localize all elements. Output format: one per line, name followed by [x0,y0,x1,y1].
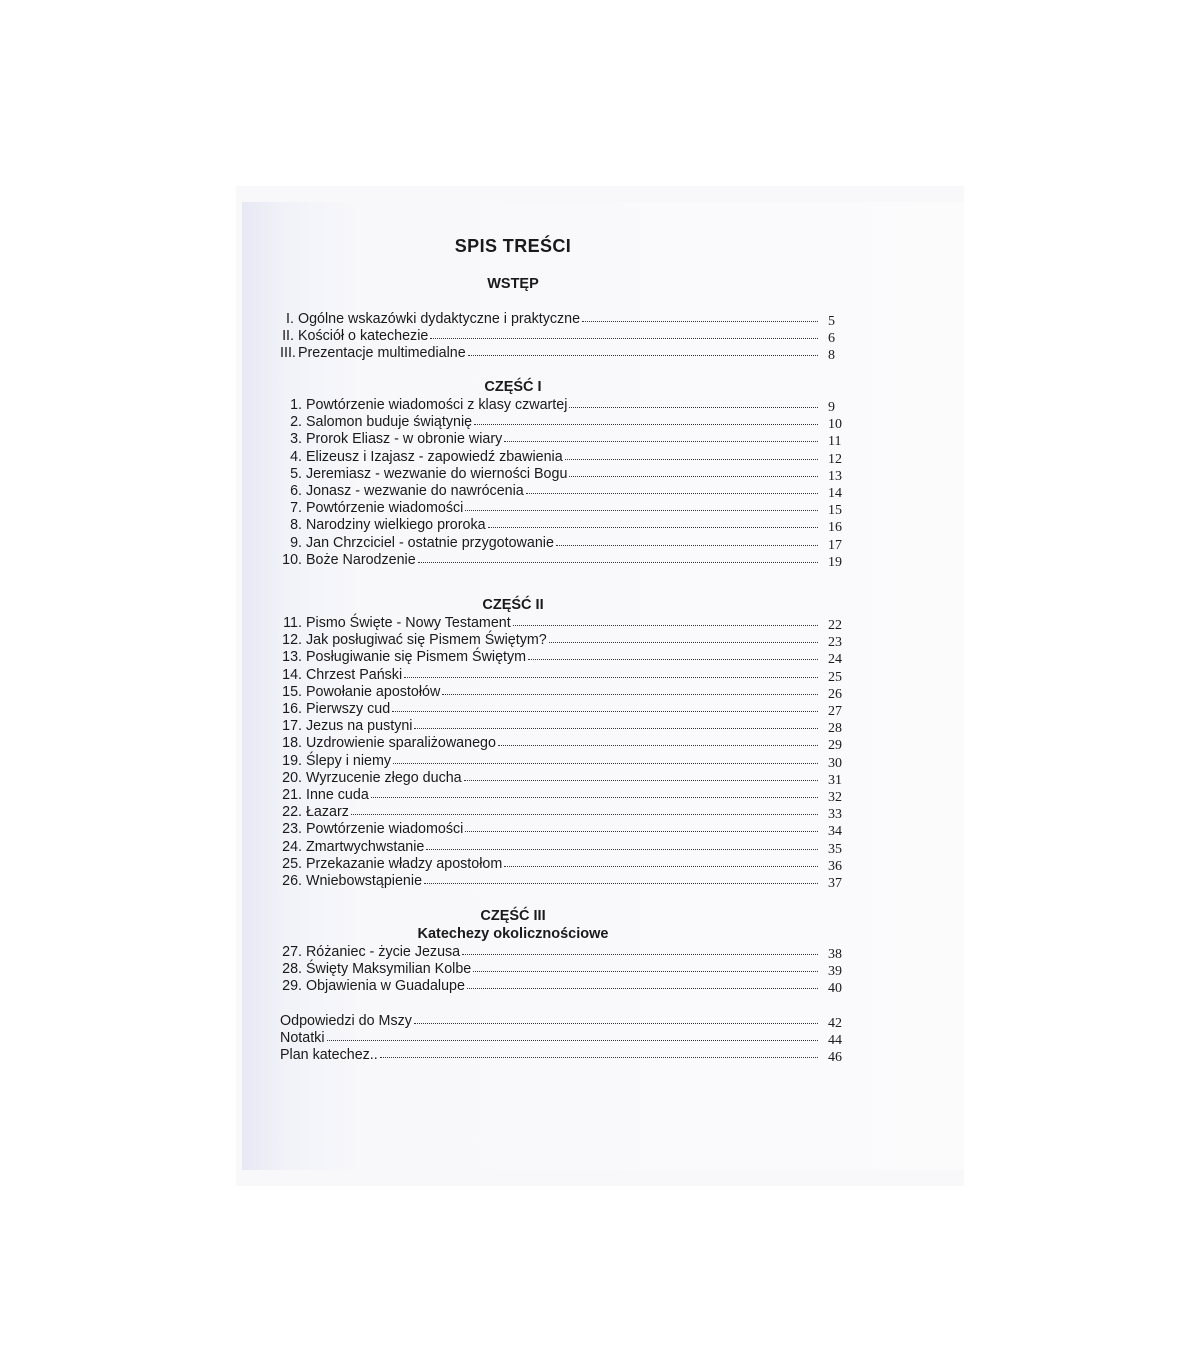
dot-leader [464,769,818,781]
dot-leader [418,551,818,563]
dot-leader [526,482,818,494]
toc-page-number: 26 [828,686,842,702]
toc-entry-label [280,414,472,431]
dot-leader [565,448,818,460]
toc-entry[interactable] [280,449,854,466]
toc-entry[interactable] [280,667,854,684]
toc-entry-number: 28. [282,961,302,978]
dot-leader [430,327,818,339]
toc-page-number: 32 [828,790,842,805]
toc-page-number: 35 [828,841,842,857]
toc-entry-label [280,535,554,552]
dot-leader [467,977,818,989]
toc-entry[interactable] [280,961,854,978]
toc-entry-label [280,431,502,448]
toc-entry-title: Zmartwychwstanie [305,838,425,855]
dot-leader [488,516,818,528]
dot-leader [465,820,818,832]
toc-entry[interactable] [280,345,854,362]
toc-entry-label [280,701,390,718]
toc-entry-number: 7. [290,500,302,517]
toc-entry[interactable] [280,718,854,735]
toc-page-number: 40 [828,981,842,997]
toc-entry-label: I. Ogólne wskazówki dydaktyczne i praktyczne [286,311,581,327]
toc-entry-label: II. Kościół o katechezie [282,328,429,344]
toc-entry[interactable] [280,684,854,701]
dot-leader [549,631,818,643]
toc-entry[interactable] [280,397,854,414]
toc-entry-title: Ślepy i niemy [305,752,392,769]
dot-leader [442,683,818,695]
dot-leader [465,499,818,511]
toc-entry-label [280,632,547,649]
toc-entry-label [280,649,526,666]
toc-page-number: 36 [828,858,842,874]
toc-entry-number: 2. [290,414,302,431]
dot-leader [528,648,818,660]
toc-entry[interactable] [280,944,854,961]
dot-leader [414,717,818,729]
toc-entry[interactable] [280,1047,854,1064]
section-heading-czesc-3: CZĘŚĆ III [480,908,546,924]
toc-entry-title: Przekazanie władzy apostołom [305,855,503,872]
toc-entry-title: Powtórzenie wiadomości [305,500,464,517]
toc-entry[interactable] [280,328,854,345]
toc-page-number: 17 [828,537,842,553]
toc-entry-number: 23. [282,821,302,838]
toc-page-number: 29 [828,738,842,754]
toc-entry-number: 10. [282,551,302,568]
toc-entry-number: 19. [282,752,302,769]
dot-leader [556,534,818,546]
toc-entry-title: Wyrzucenie złego ducha [305,769,462,786]
toc-entry[interactable] [280,649,854,666]
toc-entry-label [280,804,349,821]
dot-leader [513,614,818,626]
toc-entry-title: Łazarz [305,804,349,821]
toc-entry[interactable] [280,753,854,770]
toc-entry-title: Salomon buduje świątynię [305,414,473,431]
toc-entry-label [280,449,563,466]
toc-entry-label [280,500,463,517]
toc-entry-number: 24. [282,838,302,855]
page-title: SPIS TREŚCI [454,236,572,256]
toc-entry[interactable] [280,978,854,995]
toc-page-number: 14 [828,486,842,501]
dot-leader [404,666,818,678]
toc-entry-title: Objawienia w Guadalupe [305,978,465,995]
toc-entry[interactable] [280,839,854,856]
toc-entry-title: Prorok Eliasz - w obronie wiary [305,431,503,448]
toc-page-number: 37 [828,876,842,891]
toc-entry-label [280,466,567,483]
toc-entry-number: 12. [282,632,302,649]
toc-entry[interactable] [280,735,854,752]
dot-leader [462,943,818,955]
toc-entry-title: Pierwszy cud [305,701,391,717]
toc-entry-number: 11. [283,615,302,631]
toc-page-number: 34 [828,824,842,840]
dot-leader [327,1029,819,1041]
toc-entry-label [280,1030,325,1047]
toc-entry[interactable] [280,552,854,569]
toc-entry-label [280,787,369,804]
toc-page-number: 10 [828,417,842,433]
toc-entry[interactable] [280,770,854,787]
toc-entry-number: 29. [282,978,302,995]
toc-entry[interactable] [280,431,854,448]
toc-page-number: 9 [828,400,835,415]
toc-entry-number: 17. [282,718,302,735]
toc-entry-number: 1. [290,397,302,413]
toc-entry-title: Pismo Święte - Nowy Testament [305,615,511,631]
dot-leader [504,430,818,442]
toc-entry[interactable] [280,535,854,552]
toc-page-number: 30 [828,755,842,771]
toc-page-number: 5 [828,314,835,329]
toc-page-number: 11 [828,434,842,450]
toc-entry-title: Plan katechez.. [280,1047,378,1064]
toc-entry-label [280,667,402,684]
toc-page-number: 28 [828,721,842,737]
toc-entry-title: Uzdrowienie sparaliżowanego [305,735,496,752]
toc-entry-title: Jonasz - wezwanie do nawrócenia [305,483,524,499]
dot-leader [474,413,818,425]
dot-leader [468,344,818,356]
toc-entry-number: 16. [282,701,302,717]
toc-entry-title: Jan Chrzciciel - ostatnie przygotowanie [305,534,554,551]
toc-entry-label [280,517,486,534]
toc-entry-label [280,978,465,995]
toc-entry-number: 8. [290,517,302,534]
toc-entry-label [280,873,422,890]
toc-entry-number: 4. [290,448,302,465]
toc-entry-label [280,1047,378,1064]
toc-entry[interactable] [280,517,854,534]
toc-page-number: 33 [828,807,842,823]
toc-entry-title: Chrzest Pański [305,666,403,683]
toc-entry-label [280,735,496,752]
toc-page-number: 23 [828,635,842,651]
toc-entry[interactable] [280,856,854,873]
toc-entry-title: Powtórzenie wiadomości [305,821,464,838]
toc-page-number: 31 [828,772,842,788]
toc-entry-title: Powołanie apostołów [305,683,441,700]
toc-entry-title: Inne cuda [305,787,369,803]
toc-entry-label [280,684,440,701]
toc-page-number: 25 [828,669,842,685]
toc-page-number: 15 [828,503,842,519]
toc-entry[interactable] [280,466,854,483]
toc-entry-label [280,718,412,735]
toc-page-number: 42 [828,1016,842,1031]
toc-page-number: 16 [828,520,842,536]
toc-entry-number: 15. [282,683,302,700]
toc-entry-number: 13. [282,649,302,666]
dot-leader [569,465,818,477]
toc-entry[interactable] [280,414,854,431]
toc-page-number: 44 [828,1033,842,1049]
toc-entry-number: 3. [290,431,302,448]
toc-entry[interactable] [280,787,854,804]
toc-page-number: 22 [828,618,842,633]
toc-entry-number: 9. [290,534,302,551]
dot-leader [473,960,818,972]
toc-entry-number: 25. [282,855,302,872]
toc-entry-label [280,944,460,961]
dot-leader [569,396,818,408]
toc-entry-label [280,821,463,838]
toc-entry-title: Różaniec - życie Jezusa [305,944,461,960]
dot-leader [424,872,818,884]
toc-entry[interactable] [280,500,854,517]
toc-entry-title: Elizeusz i Izajasz - zapowiedź zbawienia [305,448,563,465]
dot-leader [426,838,818,850]
section-heading-czesc-1: CZĘŚĆ I [484,379,542,395]
toc-entry-label [280,770,462,787]
toc-entry-label [280,961,471,978]
toc-entry-label [280,615,511,632]
section-heading-czesc-2: CZĘŚĆ II [482,597,544,613]
dot-leader [351,803,818,815]
toc-entry-number: 5. [290,465,302,482]
toc-entry-number: 26. [282,873,302,889]
toc-entry[interactable] [280,1013,854,1030]
toc-entry[interactable] [280,804,854,821]
toc-entry-number: 20. [282,769,302,786]
toc-page-number: 13 [828,468,842,484]
toc-page-number: 19 [828,554,842,570]
dot-leader [498,734,818,746]
toc-entry-title: Odpowiedzi do Mszy [280,1013,412,1029]
toc-entry[interactable] [280,701,854,718]
dot-leader [582,310,818,322]
toc-entry[interactable] [280,821,854,838]
toc-page-number: 24 [828,652,842,668]
dot-leader [380,1046,818,1058]
toc-entry-label [280,856,502,873]
toc-entry-title: Boże Narodzenie [305,551,416,568]
toc-entry-number: 18. [282,735,302,752]
dot-leader [392,700,818,712]
toc-page-number: 6 [828,331,835,346]
toc-page-number: 12 [828,451,842,467]
toc-entry-label [280,552,416,569]
toc-page-number: 46 [828,1050,842,1066]
toc-entry-title: Jeremiasz - wezwanie do wierności Bogu [305,465,568,482]
dot-leader [504,855,818,867]
toc-page-number: 39 [828,964,842,980]
toc-entry-title: Narodziny wielkiego proroka [305,517,486,534]
toc-entry[interactable] [280,483,854,500]
toc-entry-label [280,483,524,500]
toc-page-number: 8 [828,348,835,363]
toc-entry-title: Wniebowstąpienie [305,873,423,889]
toc-page-number: 38 [828,947,842,962]
toc-entry-label: III. Prezentacje multimedialne [280,345,466,361]
toc-entry[interactable] [280,1030,854,1047]
toc-entry[interactable] [280,873,854,890]
toc-entry[interactable] [280,615,854,632]
toc-entry-label [280,1013,412,1030]
toc-entry-label [280,839,424,856]
toc-entry-title: Posługiwanie się Pismem Świętym [305,649,527,666]
toc-entry-number: 21. [282,787,302,803]
dot-leader [371,786,818,798]
toc-entry-number: 27. [282,944,302,960]
toc-entry-label [280,753,391,770]
toc-entry-title: Notatki [280,1030,325,1047]
toc-entry-title: Jezus na pustyni [305,718,413,735]
toc-entry-number: 6. [290,483,302,499]
section-subheading: Katechezy okolicznościowe [417,926,609,942]
section-heading-wstep: WSTĘP [487,276,539,292]
dot-leader [393,752,818,764]
dot-leader [414,1012,818,1024]
toc-entry-title: Święty Maksymilian Kolbe [305,961,472,978]
toc-entry-title: Jak posługiwać się Pismem Świętym? [305,632,547,649]
toc-entry[interactable] [280,632,854,649]
toc-entry-number: 22. [282,804,302,821]
toc-entry-label [280,397,567,414]
toc-entry[interactable] [280,311,854,328]
toc-entry-title: Powtórzenie wiadomości z klasy czwartej [305,397,568,413]
toc-entry-number: 14. [282,666,302,683]
toc-page-number: 27 [828,704,842,719]
